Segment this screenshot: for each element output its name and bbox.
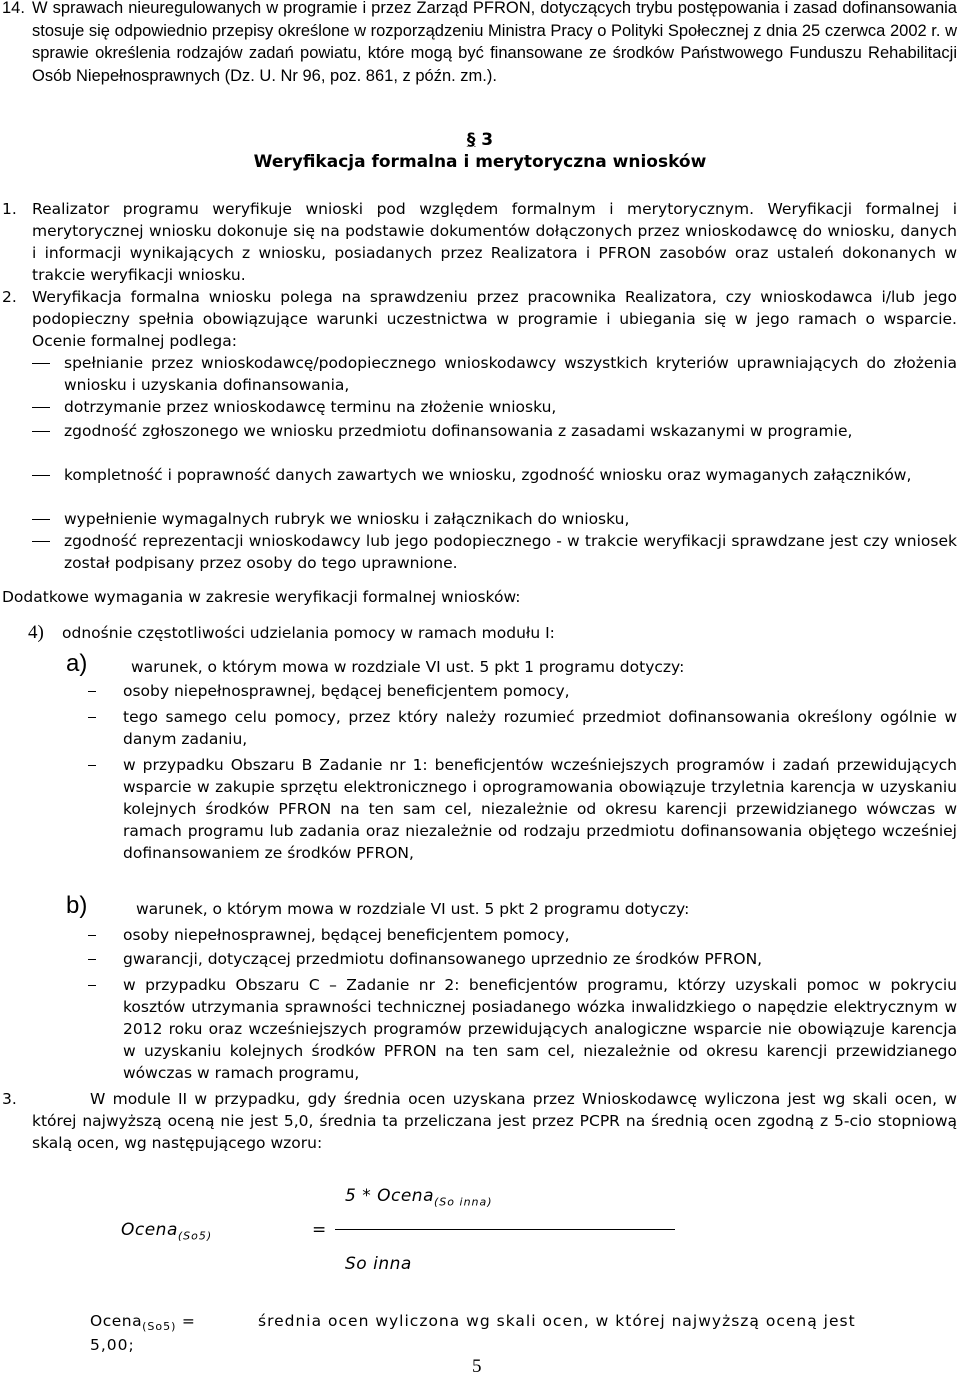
item-3-number: 3. xyxy=(2,1090,17,1108)
section-number: 3 xyxy=(481,130,494,150)
item-3-text: W module II w przypadku, gdy średnia ocen uzyskana przez Wnioskodawcę wyliczona jest wg skali ocen, w której najwyższą oceną nie jest 5,0, średnia ta przeliczana jest przez PCPR na średnią ocen zgodną z 5-cio stopniową skalą ocen, wg następującego wzoru: xyxy=(32,1090,957,1152)
dash-icon xyxy=(88,959,96,960)
list-item: wypełnienie wymagalnych rubryk we wniosku i załącznikach do wniosku, xyxy=(32,508,957,530)
formula-equals: = xyxy=(312,1220,327,1240)
point-a-label: a) xyxy=(66,650,88,677)
formula-lhs: Ocena$_{(So5)}$ xyxy=(121,1220,213,1243)
point-b-text: warunek, o którym mowa w rozdziale VI ust. 5 pkt 2 programu dotyczy: xyxy=(136,900,690,918)
list-item: zgodność reprezentacji wnioskodawcy lub jego podopiecznego - w trakcie weryfikacji sprawdzane jest czy wniosek został podpisany przez osoby do tego uprawnione. xyxy=(32,530,957,574)
dash-icon xyxy=(32,475,50,476)
list-item: zgodność zgłoszonego we wniosku przedmiotu dofinansowania z zasadami wskazanymi w programie, xyxy=(32,420,957,442)
point-4-number: 4) xyxy=(28,622,44,643)
section-title: Weryfikacja formalna i merytoryczna wniosków xyxy=(253,152,707,172)
fraction-bar xyxy=(335,1229,675,1230)
list-item: gwarancji, dotyczącej przedmiotu dofinansowanego uprzednio ze środków PFRON, xyxy=(88,948,957,970)
item-1-text: Realizator programu weryfikuje wnioski pod względem formalnym i merytorycznym. Weryfikacji formalnej i merytorycznej wniosku dokonuje się na podstawie dokumentów dołączonych przez wnioskodawcę do wniosku, danych i informacji wynikających z wniosku, posiadanych przez Realizatora i PFRON zasobów oraz ustaleń dokonanych w trakcie weryfikacji wniosku. xyxy=(32,200,957,284)
dash-icon xyxy=(88,691,96,692)
list-item: spełnianie przez wnioskodawcę/podopiecznego wnioskodawcy wszystkich kryteriów uprawniających do złożenia wniosku i uzyskania dofinansowania, xyxy=(32,352,957,396)
item-2-text: Weryfikacja formalna wniosku polega na sprawdzeniu przez pracownika Realizatora, czy wnioskodawca i/lub jego podopieczny spełnia obowiązujące warunki uczestnictwa w programie i ubiegania się w jego ramach o wsparcie. Ocenie formalnej podlega: xyxy=(32,288,957,350)
definition-continuation: 5,00; xyxy=(90,1336,135,1354)
dash-icon xyxy=(88,717,96,718)
dash-icon xyxy=(32,431,50,432)
point-a-text: warunek, o którym mowa w rozdziale VI ust. 5 pkt 1 programu dotyczy: xyxy=(131,658,685,676)
list-item: osoby niepełnosprawnej, będącej beneficjentem pomocy, xyxy=(88,924,957,946)
section-symbol: § xyxy=(466,130,476,150)
item-2-number: 2. xyxy=(2,288,17,306)
list-item: tego samego celu pomocy, przez który należy rozumieć przedmiot dofinansowania określony ogólnie w danym zadaniu, xyxy=(88,706,957,750)
dash-icon xyxy=(32,519,50,520)
dash-icon xyxy=(32,363,50,364)
list-item: w przypadku Obszaru B Zadanie nr 1: beneficjentów wcześniejszych programów i zadań przewidujących wsparcie w zakupie sprzętu elektronicznego i oprogramowania obowiązuje trzyletnia karencja w uzyskaniu kolejnych środków PFRON na ten sam cel, niezależnie od okresu karencji przewidzianego wówczas w ramach programu lub zadania oraz niezależnie od rodzaju przedmiotu dofinansowania objętego wcześniej dofinansowaniem ze środków PFRON, xyxy=(88,754,957,864)
point-4-text: odnośnie częstotliwości udzielania pomocy w ramach modułu I: xyxy=(62,624,555,642)
dash-icon xyxy=(32,541,50,542)
point-b-label: b) xyxy=(66,892,88,919)
dash-icon xyxy=(88,765,96,766)
item-1-number: 1. xyxy=(2,200,17,218)
dash-icon xyxy=(88,985,96,986)
dash-icon xyxy=(32,407,50,408)
definition-text: średnia ocen wyliczona wg skali ocen, w której najwyższą oceną jest xyxy=(258,1312,856,1330)
definition-term: Ocena$_{(So5)}$ = xyxy=(90,1312,196,1334)
paragraph-14-number: 14. xyxy=(2,0,25,17)
list-item: w przypadku Obszaru C – Zadanie nr 2: beneficjentów programu, którzy uzyskali pomoc w pokryciu kosztów utrzymania sprawności technicznej posiadanego wózka inwalidzkiego o napędzie elektrycznym w 2012 roku oraz wcześniejszych programów przewidujących analogiczne wsparcie nie obowiązuje karencja w uzyskaniu kolejnych środków PFRON na ten sam cel, niezależnie od okresu karencji przewidzianego wówczas w ramach programu, xyxy=(88,974,957,1084)
formula-denominator: So inna xyxy=(345,1254,412,1274)
list-item: osoby niepełnosprawnej, będącej beneficjentem pomocy, xyxy=(88,680,957,702)
section-symbol-number xyxy=(0,130,960,150)
list-item: dotrzymanie przez wnioskodawcę terminu na złożenie wniosku, xyxy=(32,396,957,418)
additional-heading: Dodatkowe wymagania w zakresie weryfikacji formalnej wniosków: xyxy=(2,588,521,606)
page-number: 5 xyxy=(472,1356,482,1377)
dash-icon xyxy=(88,935,96,936)
paragraph-14-text: W sprawach nieuregulowanych w programie i przez Zarząd PFRON, dotyczących trybu postępowania i zasad dofinansowania stosuje się odpowiednio przepisy określone w rozporządzeniu Ministra Pracy o Polityki Społecznej z dnia 25 czerwca 2002 r. w sprawie określenia rodzajów zadań powiatu, które mogą być finansowane ze środków Państwowego Funduszu Rehabilitacji Osób Niepełnosprawnych (Dz. U. Nr 96, poz. 861, z późn. zm.). xyxy=(32,0,957,85)
formula-numerator: 5 * Ocena$_{(So inna)}$ xyxy=(345,1186,493,1209)
list-item: kompletność i poprawność danych zawartych we wniosku, zgodność wniosku oraz wymaganych załączników, xyxy=(32,464,957,486)
